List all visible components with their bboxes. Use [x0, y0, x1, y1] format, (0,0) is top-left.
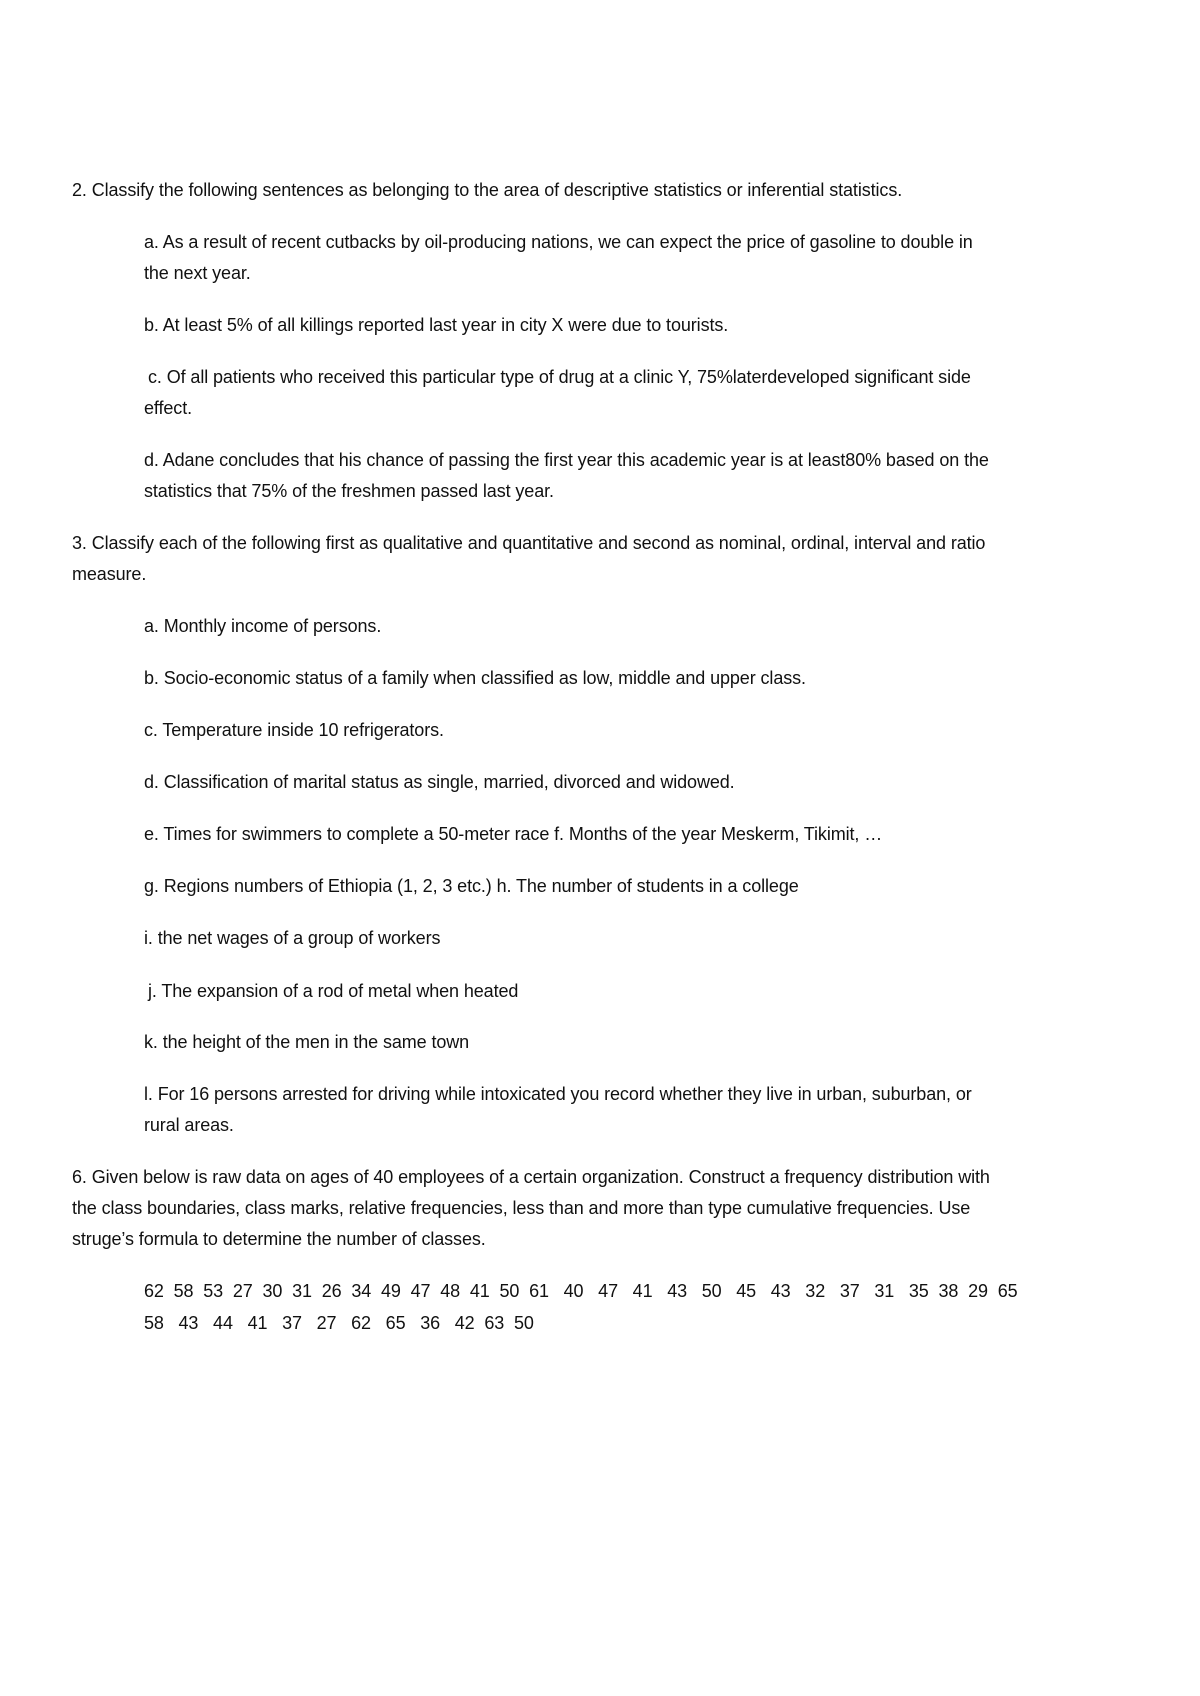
question-3-item-c: c. Temperature inside 10 refrigerators.: [144, 720, 444, 740]
question-2-item-a-line2: the next year.: [144, 263, 251, 283]
question-6-raw-data-line2: 58 43 44 41 37 27 62 65 36 42 63 50: [144, 1313, 534, 1333]
question-3-item-b: b. Socio-economic status of a family when classified as low, middle and upper class.: [144, 668, 806, 688]
question-3-item-l-line1: l. For 16 persons arrested for driving while intoxicated you record whether they live in urban, suburban, or: [144, 1084, 972, 1104]
question-6-stem-line3: struge’s formula to determine the number of classes.: [72, 1229, 486, 1249]
question-2-item-a-line1: a. As a result of recent cutbacks by oil-producing nations, we can expect the price of gasoline to double in: [144, 232, 973, 252]
question-3-stem-line1: 3. Classify each of the following first as qualitative and quantitative and second as nominal, ordinal, interval and ratio: [72, 533, 986, 553]
question-2-item-c-line1: c. Of all patients who received this particular type of drug at a clinic Y, 75%laterdeveloped significant side: [148, 367, 971, 387]
question-2-item-c-line2: effect.: [144, 398, 193, 418]
question-3-item-gh: g. Regions numbers of Ethiopia (1, 2, 3 etc.) h. The number of students in a college: [144, 876, 799, 896]
question-3-stem-line2: measure.: [72, 564, 147, 584]
question-3-item-l-line2: rural areas.: [144, 1115, 234, 1135]
question-6-stem-line2: the class boundaries, class marks, relative frequencies, less than and more than type cumulative frequencies. Use: [72, 1198, 971, 1218]
question-6-stem-line1: 6. Given below is raw data on ages of 40 employees of a certain organization. Construct a frequency distribution with: [72, 1167, 990, 1187]
question-2-item-d-line2: statistics that 75% of the freshmen passed last year.: [144, 481, 554, 501]
question-3-item-i: i. the net wages of a group of workers: [144, 928, 441, 948]
question-3-item-j: j. The expansion of a rod of metal when heated: [148, 981, 519, 1001]
question-2-item-b: b. At least 5% of all killings reported last year in city X were due to tourists.: [144, 315, 729, 335]
question-2-item-d-line1: d. Adane concludes that his chance of passing the first year this academic year is at least80% based on the: [144, 450, 989, 470]
question-3-item-ef: e. Times for swimmers to complete a 50-meter race f. Months of the year Meskerm, Tikimit, …: [144, 824, 883, 844]
question-3-item-d: d. Classification of marital status as single, married, divorced and widowed.: [144, 772, 735, 792]
question-6-raw-data-line1: 62 58 53 27 30 31 26 34 49 47 48 41 50 61 40 47 41 43 50 45 43 32 37 31 35 38 29 65: [144, 1281, 1018, 1301]
question-3-item-a: a. Monthly income of persons.: [144, 616, 382, 636]
question-2-stem: 2. Classify the following sentences as belonging to the area of descriptive statistics or inferential statistics.: [72, 180, 903, 200]
question-3-item-k: k. the height of the men in the same town: [144, 1032, 470, 1052]
